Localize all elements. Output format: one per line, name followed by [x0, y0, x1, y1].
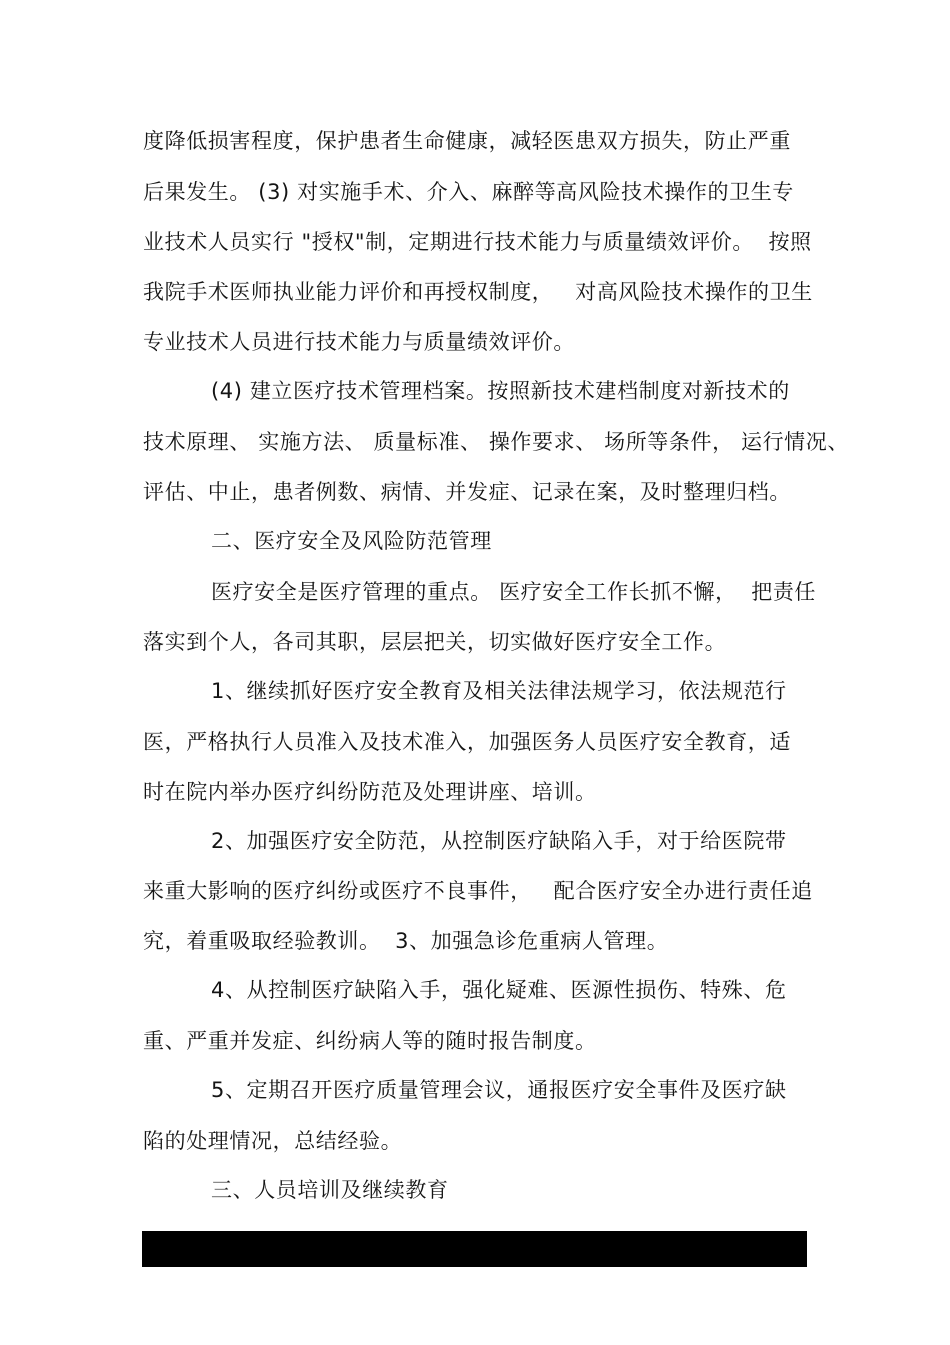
redaction-bar — [142, 1231, 807, 1267]
text-line: 业技术人员实行 "授权"制，定期进行技术能力与质量绩效评价。 按照 — [143, 230, 812, 254]
text-line: 评估、中止，患者例数、病情、并发症、记录在案，及时整理归档。 — [143, 480, 791, 504]
text-line: 重、严重并发症、纠纷病人等的随时报告制度。 — [143, 1029, 597, 1053]
section-heading: 二、医疗安全及风险防范管理 — [211, 529, 492, 553]
text-line: 4、从控制医疗缺陷入手，强化疑难、医源性损伤、特殊、危 — [211, 978, 787, 1002]
text-line: 1、继续抓好医疗安全教育及相关法律法规学习，依法规范行 — [211, 679, 787, 703]
text-line: 5、定期召开医疗质量管理会议，通报医疗安全事件及医疗缺 — [211, 1078, 787, 1102]
text-line: 我院手术医师执业能力评价和再授权制度， 对高风险技术操作的卫生 — [143, 280, 813, 304]
text-line: 后果发生。 (3) 对实施手术、介入、麻醉等高风险技术操作的卫生专 — [143, 180, 794, 204]
text-line: 2、加强医疗安全防范，从控制医疗缺陷入手，对于给医院带 — [211, 829, 787, 853]
section-heading: 三、人员培训及继续教育 — [211, 1178, 449, 1202]
text-line: 技术原理、 实施方法、 质量标准、 操作要求、 场所等条件， 运行情况、 — [143, 430, 849, 454]
text-line: 医疗安全是医疗管理的重点。 医疗安全工作长抓不懈， 把责任 — [211, 580, 817, 604]
text-line: 陷的处理情况，总结经验。 — [143, 1129, 403, 1153]
text-line: 专业技术人员进行技术能力与质量绩效评价。 — [143, 330, 575, 354]
text-line: 究，着重吸取经验教训。 3、加强急诊危重病人管理。 — [143, 929, 669, 953]
text-line: 度降低损害程度，保护患者生命健康，减轻医患双方损失，防止严重 — [143, 129, 791, 153]
text-line: (4) 建立医疗技术管理档案。按照新技术建档制度对新技术的 — [211, 379, 790, 403]
text-line: 来重大影响的医疗纠纷或医疗不良事件， 配合医疗安全办进行责任追 — [143, 879, 813, 903]
text-line: 时在院内举办医疗纠纷防范及处理讲座、培训。 — [143, 780, 597, 804]
text-line: 落实到个人，各司其职，层层把关，切实做好医疗安全工作。 — [143, 630, 727, 654]
text-line: 医，严格执行人员准入及技术准入，加强医务人员医疗安全教育，适 — [143, 730, 791, 754]
